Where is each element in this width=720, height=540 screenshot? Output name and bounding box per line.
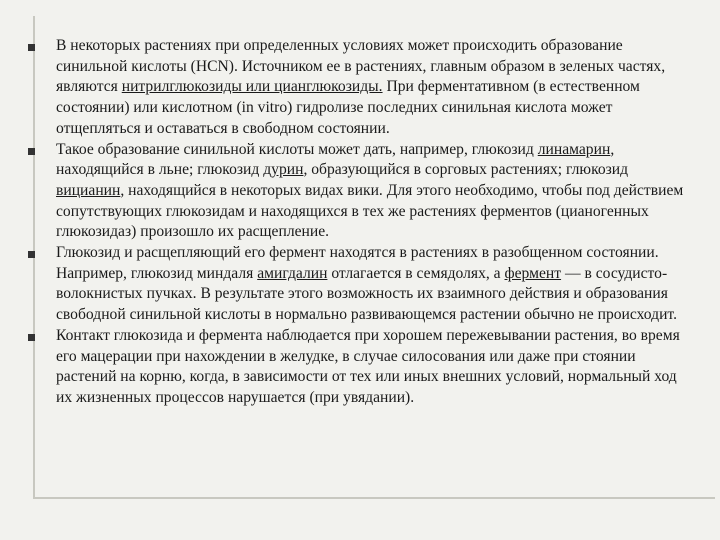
bullet-square-icon	[28, 44, 35, 51]
bullet-item-2	[28, 140, 693, 244]
bullet-text	[56, 141, 683, 241]
bullet-text	[56, 327, 680, 406]
text-segment: — в сосудисто-волокнистых пучках. В результате этого возможность их взаимного действия и образования свободной синильной кислоты в нормально развивающемся растении обычно не происходит.	[56, 264, 677, 324]
text-segment: , находящийся в некоторых видах вики. Для этого необходимо, чтобы под действием сопутствующих глюкозидам и находящихся в тех же растениях ферментов (цианогенных глюкозидаз) произошло их расщепление.	[56, 181, 684, 241]
bullet-item-3	[28, 243, 693, 326]
underlined-term: вицианин	[56, 181, 121, 199]
text-segment: Контакт глюкозида и фермента наблюдается при хорошем пережевывании растения, во время его мацерации при нахождении в желудке, в случае силосования или даже при стоянии растений на корню, когда, в зависимости от тех или иных внешних условий, нормальный ход их жизненных процессов нарушается (при увядании).	[56, 326, 680, 406]
underlined-term: фермент	[504, 264, 562, 282]
text-segment: отлагается в семядолях, а	[327, 264, 505, 282]
underlined-term: нитрилглюкозиды или цианглюкозиды.	[121, 78, 383, 96]
bullet-item-4	[28, 326, 693, 409]
underlined-term: дурин	[263, 161, 304, 179]
underlined-term: амигдалин	[257, 264, 328, 282]
text-segment: , образующийся в сорговых растениях; глюкозид	[303, 161, 629, 179]
bullet-square-icon	[28, 148, 35, 155]
bullet-text	[56, 37, 665, 137]
text-segment: Глюкозид и расщепляющий его фермент находятся в растениях в разобщенном состоянии. Например, глюкозид миндаля	[56, 244, 659, 282]
bullet-item-1	[28, 36, 693, 140]
text-segment: В некоторых растениях при определенных условиях может происходить образование синильной кислоты (HCN). Источником ее в растениях, главным образом в зеленых частях, являются	[56, 37, 666, 96]
text-segment: При ферментативном (в естественном состоянии) или кислотном (in vitro) гидролизе последних синильная кислота может отщепляться и оставаться в свободном состоянии.	[56, 78, 640, 137]
text-segment: Такое образование синильной кислоты может дать, например, глюкозид	[56, 140, 538, 158]
bullet-list	[28, 36, 693, 409]
frame-bottom-border	[33, 497, 715, 499]
slide-content	[28, 36, 693, 409]
bullet-square-icon	[28, 251, 35, 258]
bullet-square-icon	[28, 334, 35, 341]
bullet-text	[56, 244, 677, 323]
underlined-term: линамарин	[537, 140, 611, 158]
text-segment: , находящийся в льне; глюкозид	[56, 140, 615, 179]
